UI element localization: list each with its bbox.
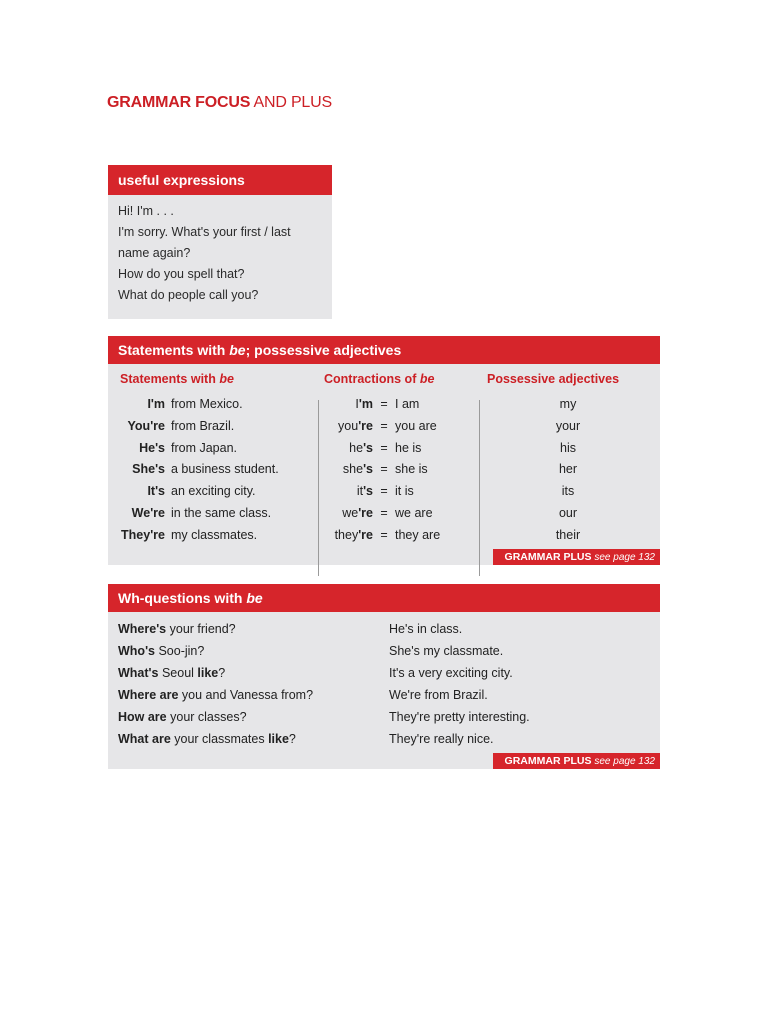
wh-question-word: How are [118, 710, 167, 724]
wh-questions-rows [118, 618, 660, 750]
statement-row [108, 416, 318, 438]
grammar-plus-link[interactable] [493, 549, 660, 565]
wh-row [118, 684, 660, 706]
possessive-adjective: her [558, 462, 578, 477]
statement-rest: in the same class. [171, 505, 272, 520]
statement-rest: my classmates. [171, 527, 258, 542]
statement-rest: from Japan. [171, 440, 238, 455]
statement-rest: an exciting city. [171, 484, 256, 499]
statements-rows [108, 394, 318, 547]
wh-row [118, 706, 660, 728]
statement-row [108, 438, 318, 460]
wh-answer: We're from Brazil. [389, 688, 488, 702]
statement-rest: from Mexico. [171, 397, 243, 411]
useful-item: Hi! I'm . . . [118, 204, 174, 218]
col-head-contractions [324, 372, 434, 386]
equals-sign: = [380, 462, 388, 477]
contraction-row [318, 438, 478, 460]
contraction-pronoun: I [355, 397, 359, 411]
equals-sign: = [380, 397, 388, 411]
wh-question-like: like [268, 732, 289, 746]
statements-box [108, 336, 660, 565]
contraction-pronoun: you [338, 418, 359, 433]
statement-subject: It's [147, 484, 165, 499]
grammar-plus-link[interactable] [493, 753, 660, 769]
title-part1: GRAMMAR FOCUS [107, 94, 251, 111]
contraction-short [318, 459, 373, 481]
contraction-full: I am [395, 397, 420, 411]
contraction-row [318, 416, 478, 438]
possessive-adjective: his [560, 440, 576, 455]
grammar-plus-label: GRAMMAR PLUS [504, 551, 592, 563]
contraction-short [318, 394, 373, 416]
contraction-row [318, 503, 478, 525]
wh-question [118, 640, 204, 662]
contractions-rows [318, 394, 478, 547]
wh-question-like: like [197, 666, 219, 680]
wh-question-text: Seoul [158, 666, 198, 680]
col2-label: Contractions of [324, 372, 420, 386]
statement-rest: from Brazil. [171, 418, 235, 433]
wh-question-end: ? [288, 732, 296, 746]
contraction-ending: 'm [358, 397, 373, 411]
contraction-row [318, 481, 478, 503]
wh-question [118, 706, 247, 728]
statement-subject: She's [132, 462, 165, 477]
contraction-ending: 's [363, 462, 373, 477]
wh-question-text: Soo-jin? [155, 644, 205, 658]
equals-sign: = [380, 484, 388, 499]
useful-expressions-box [108, 165, 332, 319]
wh-answer: They're pretty interesting. [389, 710, 530, 724]
wh-question-word: Where's [118, 622, 167, 636]
contraction-ending: 's [363, 484, 373, 499]
wh-questions-heading [108, 584, 660, 612]
wh-question [118, 662, 225, 684]
useful-expressions-heading: useful expressions [108, 165, 332, 195]
equals-sign: = [380, 505, 388, 520]
possessive-adjective: its [561, 484, 575, 499]
possessive-adjective: our [558, 505, 578, 520]
statement-rest: a business student. [171, 462, 279, 477]
contraction-short [318, 503, 373, 525]
wh-answer: He's in class. [389, 622, 463, 636]
col1-be: be [219, 372, 234, 386]
contraction-full: you are [395, 418, 437, 433]
equals-sign: = [380, 527, 388, 542]
col-head-statements [120, 372, 234, 386]
contraction-ending: 're [358, 527, 373, 542]
useful-item: What do people call you? [118, 288, 259, 302]
wh-row [118, 728, 660, 750]
contraction-short [318, 481, 373, 503]
wh-question-text: your classmates [170, 732, 269, 746]
wh-question-text: you and Vanessa from? [178, 688, 314, 702]
contraction-short [318, 438, 373, 460]
contraction-pronoun: it [356, 484, 364, 499]
useful-item: How do you spell that? [118, 267, 245, 281]
possessive-rows [508, 394, 628, 547]
contraction-row [318, 525, 478, 547]
contraction-ending: 're [358, 505, 373, 520]
wh-question-text: your classes? [166, 710, 247, 724]
useful-item: I'm sorry. What's your first / last [118, 225, 291, 239]
contraction-short [318, 416, 373, 438]
contraction-full: it is [395, 484, 414, 499]
contraction-row [318, 459, 478, 481]
contraction-ending: 's [363, 440, 373, 455]
wh-question [118, 618, 236, 640]
possessive-adjective: my [559, 397, 577, 411]
contraction-row [318, 394, 478, 416]
grammar-plus-page: see page 132 [594, 756, 655, 767]
contraction-ending: 're [358, 418, 373, 433]
wh-row [118, 640, 660, 662]
wh-question-word: What are [118, 732, 171, 746]
grammar-plus-label: GRAMMAR PLUS [504, 755, 592, 767]
statement-subject: You're [127, 418, 165, 433]
wh-question-end: ? [218, 666, 226, 680]
statement-subject: They're [121, 527, 165, 542]
wh-question [118, 684, 313, 706]
wh-answer: It's a very exciting city. [389, 666, 513, 680]
equals-sign: = [380, 440, 388, 455]
contraction-full: we are [395, 505, 433, 520]
col2-be: be [419, 372, 435, 386]
col-head-possessive: Possessive adjectives [487, 372, 620, 386]
contraction-full: she is [395, 462, 428, 477]
statement-subject: I'm [147, 397, 165, 411]
wh-answer: They're really nice. [389, 732, 494, 746]
statements-heading [108, 336, 660, 364]
possessive-adjective: your [555, 418, 581, 433]
wh-heading-be: be [246, 590, 263, 606]
wh-question-word: Where are [118, 688, 179, 702]
page-title [107, 94, 332, 112]
wh-heading-pre: Wh-questions with [118, 590, 247, 606]
contraction-pronoun: she [342, 462, 364, 477]
wh-answer: She's my classmate. [389, 644, 504, 658]
statement-row [108, 459, 318, 481]
contraction-pronoun: he [349, 440, 364, 455]
wh-row [118, 618, 660, 640]
contraction-full: he is [395, 440, 422, 455]
title-part2: AND PLUS [250, 94, 332, 111]
contraction-pronoun: we [342, 505, 359, 520]
statements-heading-post: ; possessive adjectives [245, 342, 402, 358]
statements-heading-be: be [229, 342, 246, 358]
equals-sign: = [380, 418, 388, 433]
wh-question [118, 728, 296, 750]
wh-questions-box [108, 584, 660, 769]
statements-table [108, 364, 660, 546]
useful-expressions-list [108, 195, 332, 306]
statement-row [108, 394, 318, 416]
wh-question-text: your friend? [166, 622, 236, 636]
statement-subject: He's [139, 440, 165, 455]
column-divider [479, 400, 480, 576]
grammar-plus-page: see page 132 [594, 552, 655, 563]
statement-row [108, 503, 318, 525]
wh-question-word: What's [118, 666, 159, 680]
wh-row [118, 662, 660, 684]
contraction-full: they are [395, 527, 441, 542]
useful-item: name again? [118, 246, 191, 260]
statements-heading-pre: Statements with [118, 342, 230, 358]
statement-row [108, 481, 318, 503]
possessive-adjective: their [555, 527, 581, 542]
statement-row [108, 525, 318, 547]
col1-label: Statements with [120, 372, 220, 386]
wh-question-word: Who's [118, 644, 155, 658]
contraction-pronoun: they [334, 527, 359, 542]
statement-subject: We're [131, 505, 165, 520]
contraction-short [318, 525, 373, 547]
